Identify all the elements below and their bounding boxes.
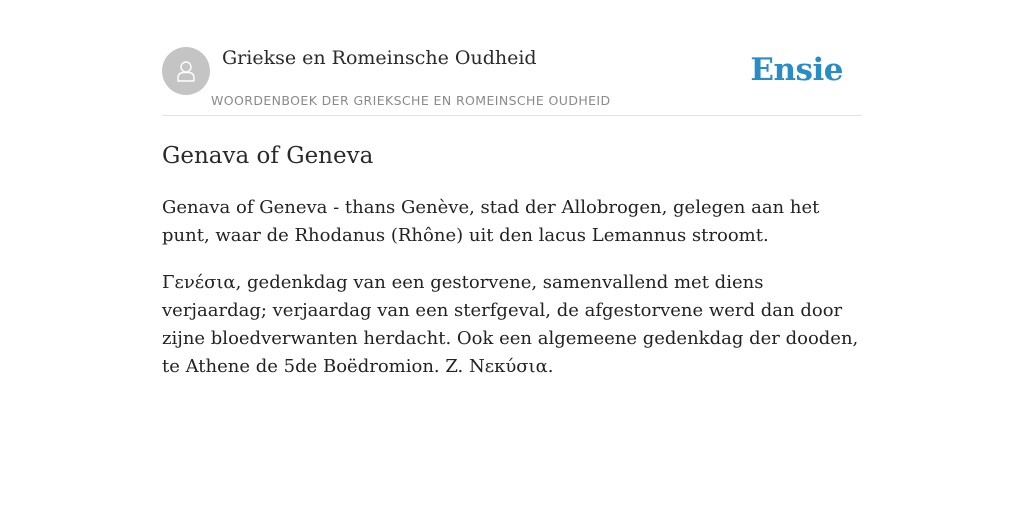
site-header: [162, 46, 862, 116]
user-placeholder-icon: [172, 57, 200, 85]
page-container: [162, 46, 862, 381]
ensie-logo[interactable]: Ensie: [750, 52, 843, 88]
article-paragraph-1: Genava of Geneva - thans Genève, stad der Allobrogen, gelegen aan het punt, waar de Rhodanus (Rhône) uit den lacus Lemannus stroomt.: [162, 197, 820, 246]
site-title-link[interactable]: Griekse en Romeinsche Oudheid: [222, 47, 537, 69]
article-paragraph-2: Γενέσια, gedenkdag van een gestorvene, samenvallend met diens verjaardag; verjaardag van een sterfgeval, de afgestorvene werd dan door zijne bloedverwanten herdacht. Ook een algemeene gedenkdag der dooden, te Athene de 5de Boëdromion. Z. Νεκύσια.: [162, 272, 859, 377]
avatar[interactable]: [162, 47, 210, 95]
site-subtitle: WOORDENBOEK DER GRIEKSCHE EN ROMEINSCHE OUDHEID: [211, 93, 611, 108]
article-title: Genava of Geneva: [162, 143, 374, 169]
